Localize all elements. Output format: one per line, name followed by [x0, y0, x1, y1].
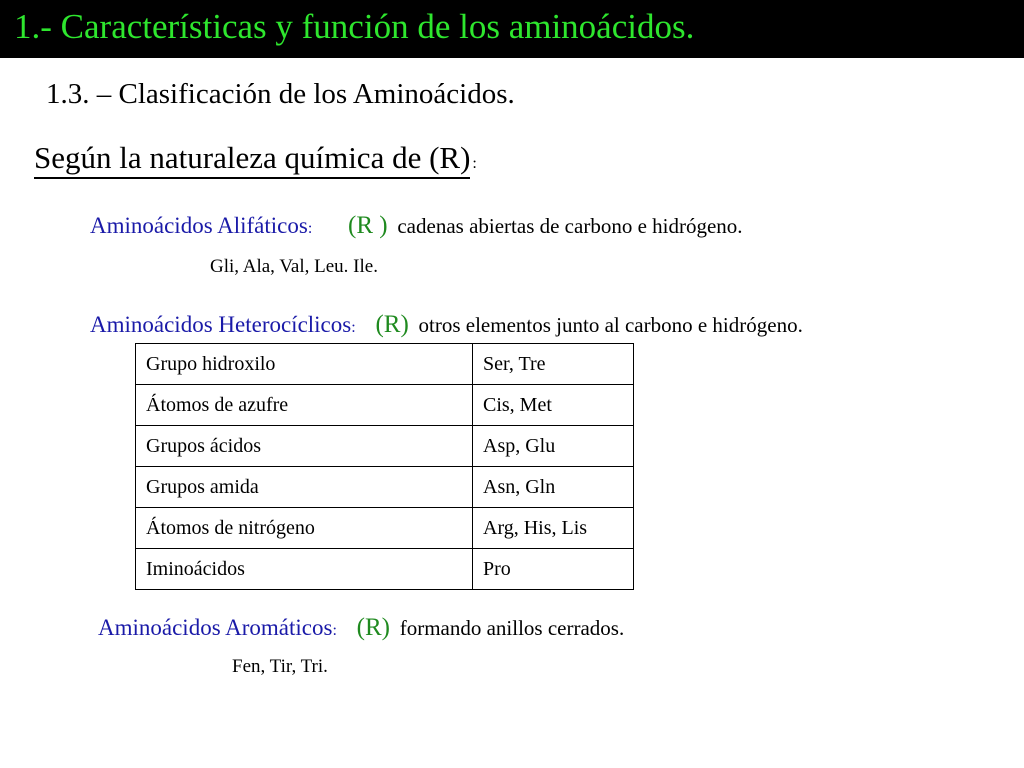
amino-acids-cell: Asp, Glu: [473, 426, 634, 467]
amino-acids-cell: Pro: [473, 549, 634, 590]
group-cell: Átomos de nitrógeno: [136, 508, 473, 549]
amino-acids-cell: Cis, Met: [473, 385, 634, 426]
table-row: [136, 426, 634, 467]
table-row: [136, 467, 634, 508]
category-description: cadenas abiertas de carbono e hidrógeno.: [397, 214, 743, 238]
section-subtitle: 1.3. – Clasificación de los Aminoácidos.: [46, 78, 515, 110]
amino-acids-cell: Arg, His, Lis: [473, 508, 634, 549]
r-group-label: (R): [356, 614, 390, 641]
amino-acids-cell: Asn, Gln: [473, 467, 634, 508]
category-aromatic: [98, 614, 624, 642]
aliphatic-examples: Gli, Ala, Val, Leu. Ile.: [210, 256, 378, 277]
group-cell: Átomos de azufre: [136, 385, 473, 426]
heading-colon: :: [472, 155, 477, 172]
classification-heading: [34, 140, 477, 176]
r-group-label: (R): [375, 311, 409, 338]
category-heterocyclic: [90, 311, 803, 339]
group-cell: Grupo hidroxilo: [136, 344, 473, 385]
category-name: Aminoácidos Heterocíclicos: [90, 312, 352, 337]
amino-acids-cell: Ser, Tre: [473, 344, 634, 385]
category-name: Aminoácidos Alifáticos: [90, 213, 308, 238]
category-description: otros elementos junto al carbono e hidrógeno.: [418, 313, 803, 337]
category-description: formando anillos cerrados.: [399, 616, 625, 640]
group-cell: Grupos amida: [136, 467, 473, 508]
table-row: [136, 344, 634, 385]
table-row: [136, 508, 634, 549]
functional-groups-table: [135, 343, 634, 590]
category-name: Aminoácidos Aromáticos: [98, 615, 333, 640]
r-group-label: (R ): [348, 212, 388, 239]
group-cell: Iminoácidos: [136, 549, 473, 590]
group-cell: Grupos ácidos: [136, 426, 473, 467]
category-aliphatic: [90, 212, 743, 240]
aromatic-examples: Fen, Tir, Tri.: [232, 656, 328, 677]
table-row: [136, 385, 634, 426]
slide-title: 1.- Características y función de los aminoácidos.: [14, 7, 695, 46]
table-row: [136, 549, 634, 590]
heading-text: Según la naturaleza química de (R): [34, 140, 470, 179]
category-colon: :: [307, 220, 313, 237]
category-colon: :: [332, 622, 337, 639]
category-colon: :: [351, 319, 356, 336]
title-bar: [0, 0, 1024, 58]
